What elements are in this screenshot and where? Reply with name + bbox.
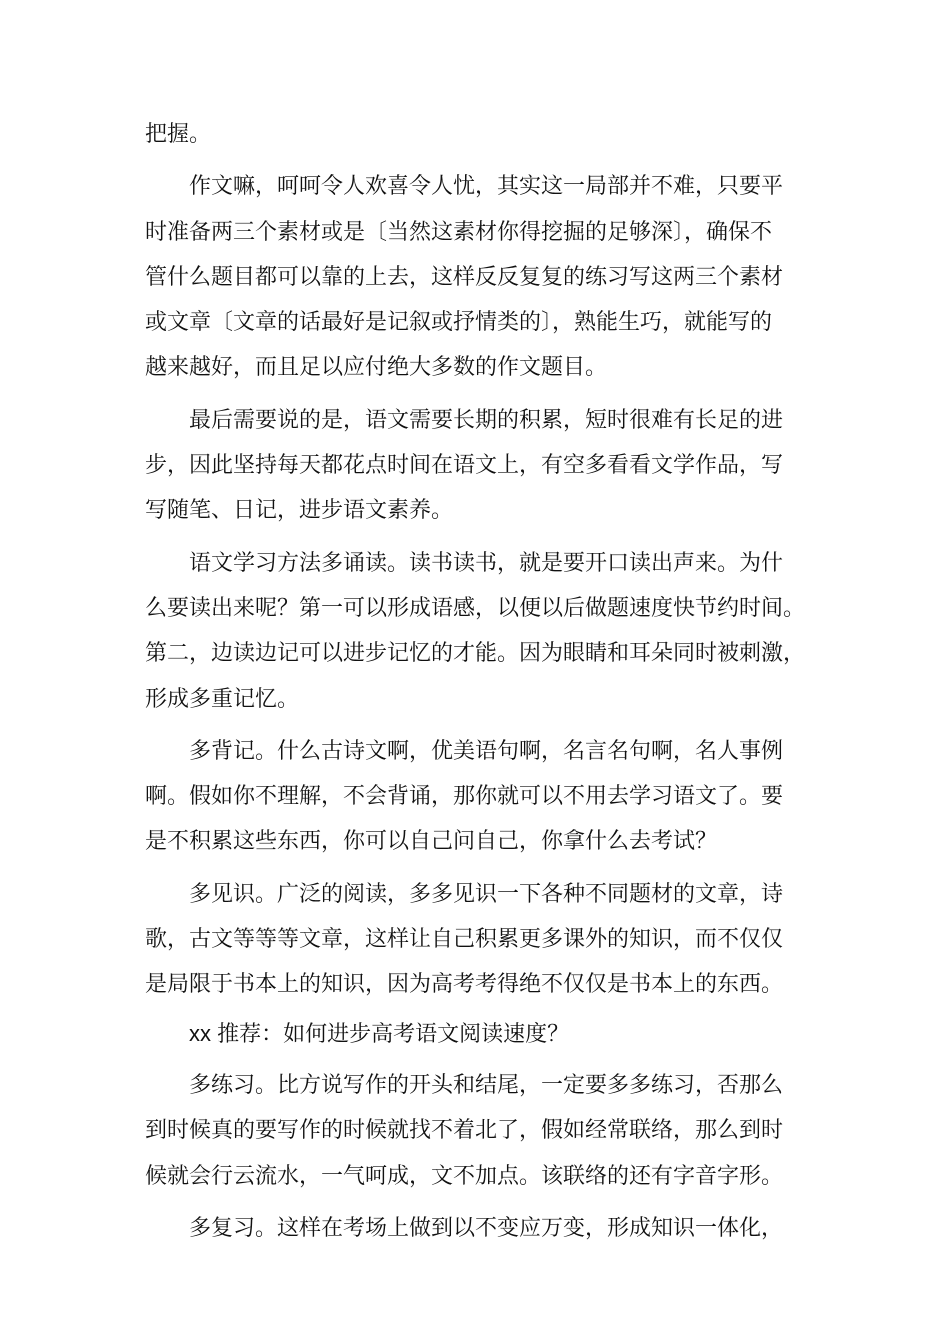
text-line: 作文嘛，呵呵令人欢喜令人忧，其实这一局部并不难，只要平 bbox=[189, 174, 784, 200]
text-line: 第二，边读边记可以进步记忆的才能。因为眼睛和耳朵同时被刺激， bbox=[145, 641, 806, 667]
text-line: 啊。假如你不理解，不会背诵，那你就可以不用去学习语文了。要 bbox=[145, 784, 784, 810]
text-line: 是不积累这些东西，你可以自己问自己，你拿什么去考试？ bbox=[145, 829, 718, 855]
paragraph-broaden-knowledge bbox=[145, 872, 810, 1008]
paragraph-review bbox=[145, 1206, 810, 1251]
text-line: 语文学习方法多诵读。读书读书，就是要开口读出声来。为什 bbox=[189, 550, 784, 576]
text-line: 到时候真的要写作的时候就找不着北了，假如经常联络，那么到时 bbox=[145, 1118, 784, 1144]
text-line: 多复习。这样在考场上做到以不变应万变，形成知识一体化， bbox=[189, 1215, 784, 1241]
text-line: 么要读出来呢？第一可以形成语感，以便以后做题速度快节约时间。 bbox=[145, 595, 806, 621]
text-line: 管什么题目都可以靠的上去，这样反反复复的练习写这两三个素材 bbox=[145, 264, 784, 290]
text-line: 越来越好，而且足以应付绝大多数的作文题目。 bbox=[145, 355, 608, 381]
text-line: 或文章〔文章的话最好是记叙或抒情类的〕，熟能生巧，就能写的 bbox=[145, 310, 773, 336]
document-body bbox=[145, 112, 810, 1251]
paragraph-recommendation-heading bbox=[145, 1011, 810, 1056]
text-line: 多见识。广泛的阅读，多多见识一下各种不同题材的文章，诗 bbox=[189, 881, 784, 907]
text-line: xx 推荐：如何进步高考语文阅读速度？ bbox=[189, 1020, 570, 1046]
text-line: 最后需要说的是，语文需要长期的积累，短时很难有长足的进 bbox=[189, 407, 784, 433]
text-line: 步，因此坚持每天都花点时间在语文上，有空多看看文学作品，写 bbox=[145, 453, 784, 479]
text-line: 是局限于书本上的知识，因为高考考得绝不仅仅是书本上的东西。 bbox=[145, 972, 784, 998]
text-line: 候就会行云流水，一气呵成，文不加点。该联络的还有字音字形。 bbox=[145, 1163, 784, 1189]
paragraph-continuation bbox=[145, 112, 810, 157]
text-line: 形成多重记忆。 bbox=[145, 686, 300, 712]
paragraph-essay-writing bbox=[145, 164, 810, 390]
text-line: 歌，古文等等等文章，这样让自己积累更多课外的知识，而不仅仅 bbox=[145, 927, 784, 953]
text-line: 时准备两三个素材或是〔当然这素材你得挖掘的足够深〕，确保不 bbox=[145, 219, 773, 245]
text-line: 多练习。比方说写作的开头和结尾，一定要多多练习，否那么 bbox=[189, 1072, 784, 1098]
paragraph-practice bbox=[145, 1063, 810, 1199]
text-line: 写随笔、日记，进步语文素养。 bbox=[145, 498, 454, 524]
paragraph-reading-aloud bbox=[145, 541, 810, 722]
text-line: 多背记。什么古诗文啊，优美语句啊，名言名句啊，名人事例 bbox=[189, 738, 784, 764]
paragraph-memorize bbox=[145, 729, 810, 865]
text-line: 把握。 bbox=[145, 122, 212, 147]
paragraph-accumulation bbox=[145, 398, 810, 534]
